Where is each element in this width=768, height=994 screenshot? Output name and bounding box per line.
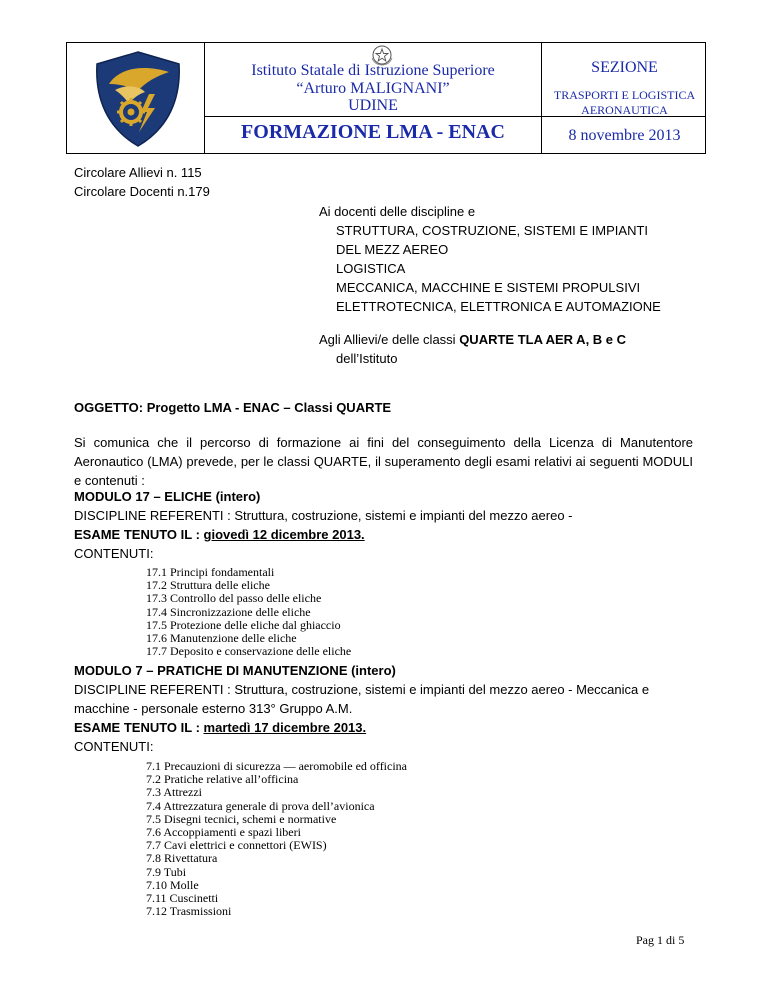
module-7-contents-list — [146, 760, 407, 918]
list-item: 7.2 Pratiche relative all’officina — [146, 772, 299, 787]
section-line: TRASPORTI E LOGISTICA — [553, 88, 696, 102]
list-item: 7.11 Cuscinetti — [146, 891, 219, 906]
module-17-exam — [74, 525, 365, 544]
section-line: AERONAUTICA — [581, 103, 668, 117]
module-7-contents-label: CONTENUTI: — [74, 739, 154, 754]
circolare-allievi: Circolare Allievi n. 115 — [74, 165, 202, 180]
students-prefix: Agli Allievi/e delle classi — [319, 332, 460, 347]
section-name — [542, 88, 707, 118]
list-item: 17.3 Controllo del passo delle eliche — [146, 591, 322, 606]
list-item: 7.4 Attrezzatura generale di prova dell’avionica — [146, 798, 375, 813]
list-item: 17.1 Principi fondamentali — [146, 565, 275, 579]
module-17-contents-label: CONTENUTI: — [74, 546, 154, 561]
exam-label: ESAME TENUTO IL : — [74, 720, 204, 735]
page-number: Pag 1 di 5 — [636, 933, 685, 947]
list-item: 7.1 Precauzioni di sicurezza — aeromobile ed officina — [146, 759, 408, 773]
students-recipients — [319, 330, 626, 349]
section-block — [542, 59, 707, 118]
discipline-line: LOGISTICA — [336, 261, 406, 276]
list-item: 17.2 Struttura delle eliche — [146, 578, 270, 593]
list-item: 7.6 Accoppiamenti e spazi liberi — [146, 825, 301, 840]
discipline-line: MECCANICA, MACCHINE E SISTEMI PROPULSIVI — [336, 280, 641, 295]
list-item: 7.3 Attrezzi — [146, 785, 202, 800]
discipline-line: DEL MEZZ AEREO — [336, 242, 449, 257]
exam-date: giovedì 12 dicembre 2013. — [203, 527, 365, 542]
module-7-title: MODULO 7 – PRATICHE DI MANUTENZIONE (intero) — [74, 663, 396, 678]
list-item: 7.12 Trasmissioni — [146, 904, 232, 919]
module-7-exam — [74, 718, 366, 737]
institute-line: “Arturo MALIGNANI” — [296, 79, 450, 97]
module-17-contents-list — [146, 566, 351, 658]
list-item: 17.4 Sincronizzazione delle eliche — [146, 604, 311, 619]
students-institute: dell’Istituto — [336, 351, 398, 366]
section-label: SEZIONE — [591, 59, 658, 76]
institute-line: Istituto Statale di Istruzione Superiore — [251, 62, 495, 79]
circolare-docenti: Circolare Docenti n.179 — [74, 184, 210, 199]
list-item: 17.5 Protezione delle eliche dal ghiaccio — [146, 617, 341, 632]
subject-line: OGGETTO: Progetto LMA - ENAC – Classi QUARTE — [74, 400, 392, 415]
list-item: 17.7 Deposito e conservazione delle eliche — [146, 644, 352, 659]
exam-date: martedì 17 dicembre 2013. — [203, 720, 367, 735]
list-item: 17.6 Manutenzione delle eliche — [146, 631, 297, 646]
list-item: 7.10 Molle — [146, 877, 199, 892]
teachers-intro: Ai docenti delle discipline e — [319, 204, 476, 219]
list-item: 7.8 Rivettatura — [146, 851, 218, 866]
institute-name — [204, 62, 542, 115]
list-item: 7.9 Tubi — [146, 864, 187, 879]
intro-paragraph: Si comunica che il percorso di formazione ai fini del conseguimento della Licenza di Manutentore Aeronautico (LMA) prevede, per le classi QUARTE, il superamento degli esami relativi ai seguenti MODULI e contenuti : — [74, 435, 693, 488]
module-7-disciplines: DISCIPLINE REFERENTI : Struttura, costruzione, sistemi e impianti del mezzo aereo - Meccanica e — [74, 682, 650, 697]
discipline-line: STRUTTURA, COSTRUZIONE, SISTEMI E IMPIANTI — [336, 223, 649, 238]
module-17-disciplines: DISCIPLINE REFERENTI : Struttura, costruzione, sistemi e impianti del mezzo aereo - — [74, 508, 573, 523]
course-title: FORMAZIONE LMA - ENAC — [241, 121, 505, 143]
students-classes: QUARTE TLA AER A, B e C — [459, 332, 627, 347]
list-item: 7.5 Disegni tecnici, schemi e normative — [146, 811, 337, 826]
list-item: 7.7 Cavi elettrici e connettori (EWIS) — [146, 838, 327, 853]
module-17-title: MODULO 17 – ELICHE (intero) — [74, 489, 261, 504]
letterhead-table — [66, 42, 706, 154]
discipline-line: ELETTROTECNICA, ELETTRONICA E AUTOMAZIONE — [336, 299, 661, 314]
exam-label: ESAME TENUTO IL : — [74, 527, 204, 542]
module-7-disciplines-cont: macchine - personale esterno 313° Gruppo A.M. — [74, 701, 353, 716]
school-logo-icon — [93, 50, 183, 148]
institute-city: UDINE — [348, 97, 398, 114]
document-date: 8 novembre 2013 — [568, 127, 681, 144]
